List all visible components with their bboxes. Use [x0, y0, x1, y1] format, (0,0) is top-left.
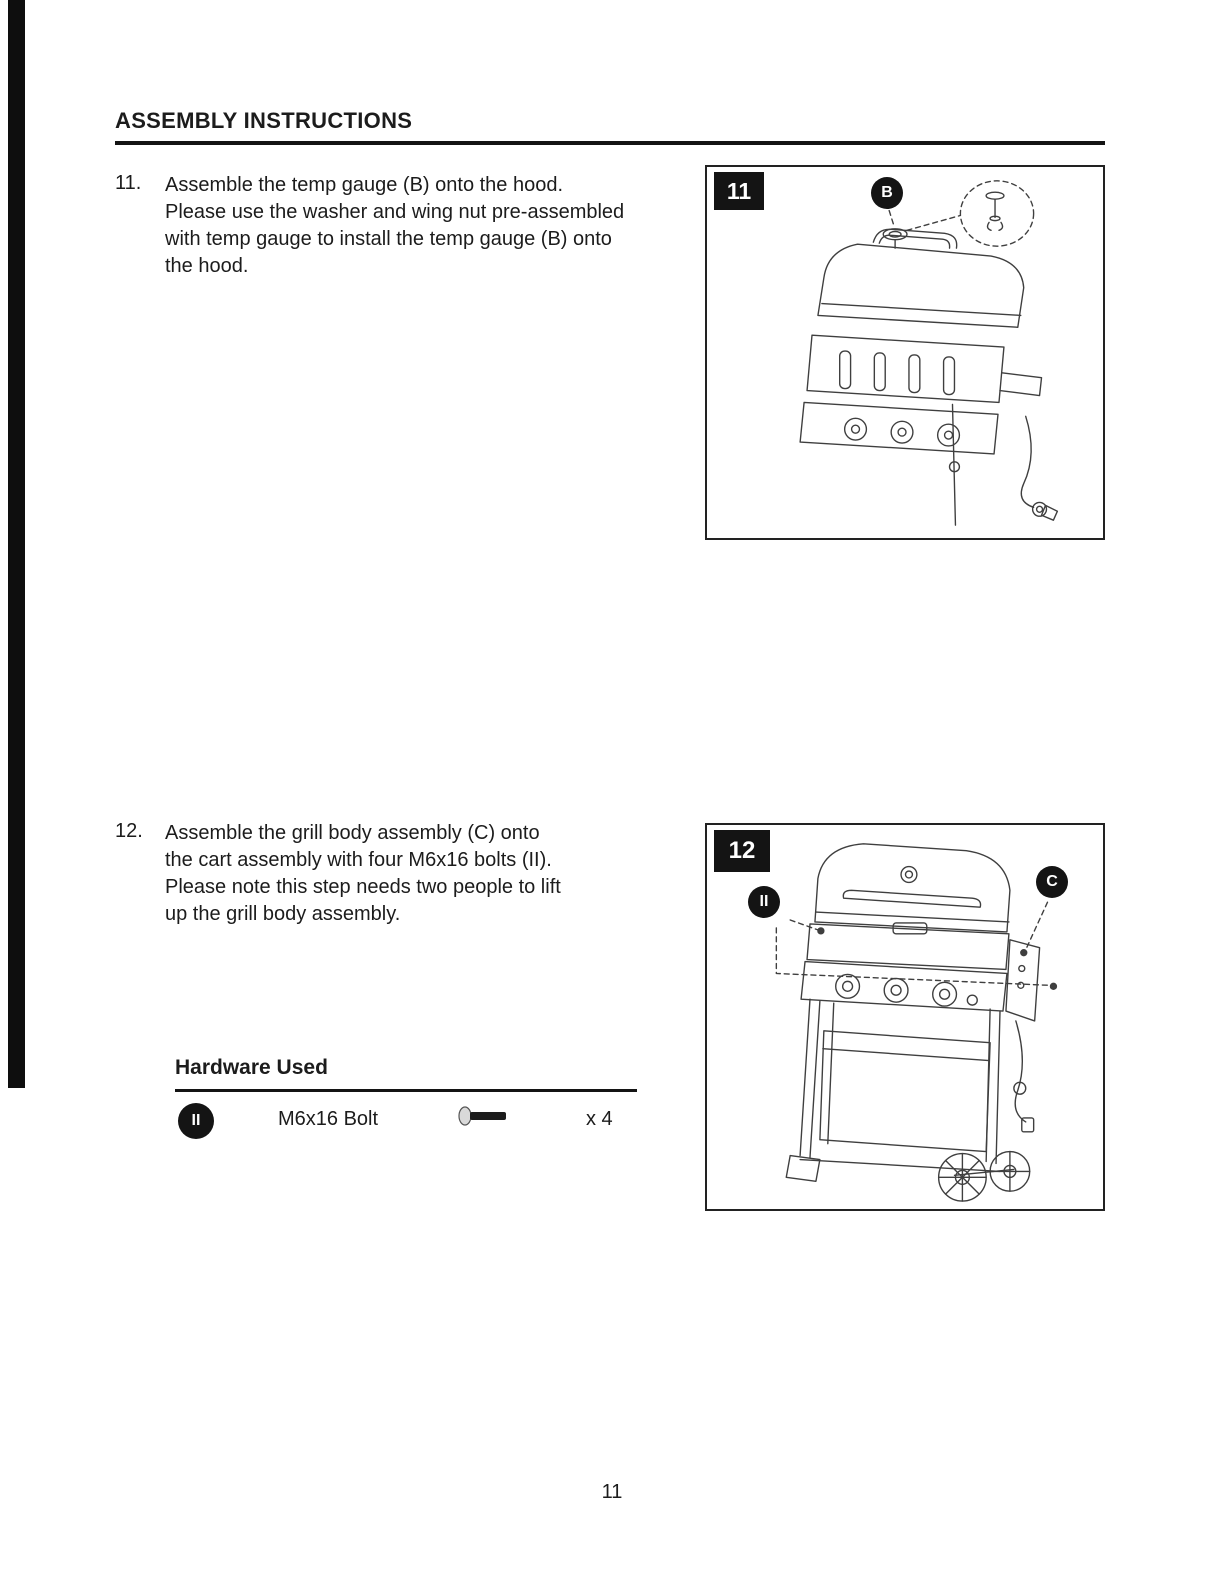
step-12-number: 12. [115, 820, 143, 842]
wheels [939, 1152, 1030, 1201]
figure-12 [705, 823, 1105, 1211]
step-11-line: the hood. [165, 255, 249, 277]
hardware-used-title: Hardware Used [175, 1056, 637, 1092]
page-title: ASSEMBLY INSTRUCTIONS [115, 108, 1105, 145]
hood-closed [815, 844, 1010, 934]
scan-artifact-bar [8, 0, 25, 1088]
hardware-item-name: M6x16 Bolt [278, 1108, 379, 1130]
gas-hose-regulator [1000, 373, 1057, 520]
step-12-line: Please note this step needs two people to lift [165, 876, 561, 898]
step-11-number: 11. [115, 172, 142, 194]
temp-gauge [883, 229, 907, 248]
grill-hood-diagram [707, 167, 1103, 538]
figure-11-label: 11 [714, 172, 764, 210]
page-number: 11 [601, 1481, 623, 1503]
step-12-line: the cart assembly with four M6x16 bolts (II). [165, 849, 552, 871]
step-12-line: up the grill body assembly. [165, 903, 401, 925]
step-12-line: Assemble the grill body assembly (C) onto [165, 822, 540, 844]
control-panel [800, 402, 998, 453]
step-11-line: Assemble the temp gauge (B) onto the hood. [165, 174, 564, 196]
callout-b-badge: B [871, 177, 903, 209]
figure-12-label: 12 [714, 830, 770, 872]
firebox-burners [807, 335, 1004, 402]
callout-c-badge: C [1036, 866, 1068, 898]
hardware-id-badge: II [178, 1103, 214, 1139]
hardware-quantity: x 4 [586, 1108, 613, 1130]
washer-wingnut-detail-circle [960, 181, 1033, 246]
callout-ii-badge: II [748, 886, 780, 918]
grease-cup-line [950, 404, 960, 525]
control-panel [801, 962, 1007, 1011]
step-12-text [165, 820, 561, 928]
hood-open [818, 229, 1024, 327]
step-11-text [165, 172, 624, 280]
bolt-icon [458, 1106, 510, 1131]
leader-lines [889, 211, 960, 231]
figure-11 [705, 165, 1105, 540]
step-11-line: Please use the washer and wing nut pre-assembled [165, 201, 625, 223]
step-11-line: with temp gauge to install the temp gauge (B) onto [165, 228, 612, 250]
gas-hose-regulator [1014, 1021, 1034, 1132]
